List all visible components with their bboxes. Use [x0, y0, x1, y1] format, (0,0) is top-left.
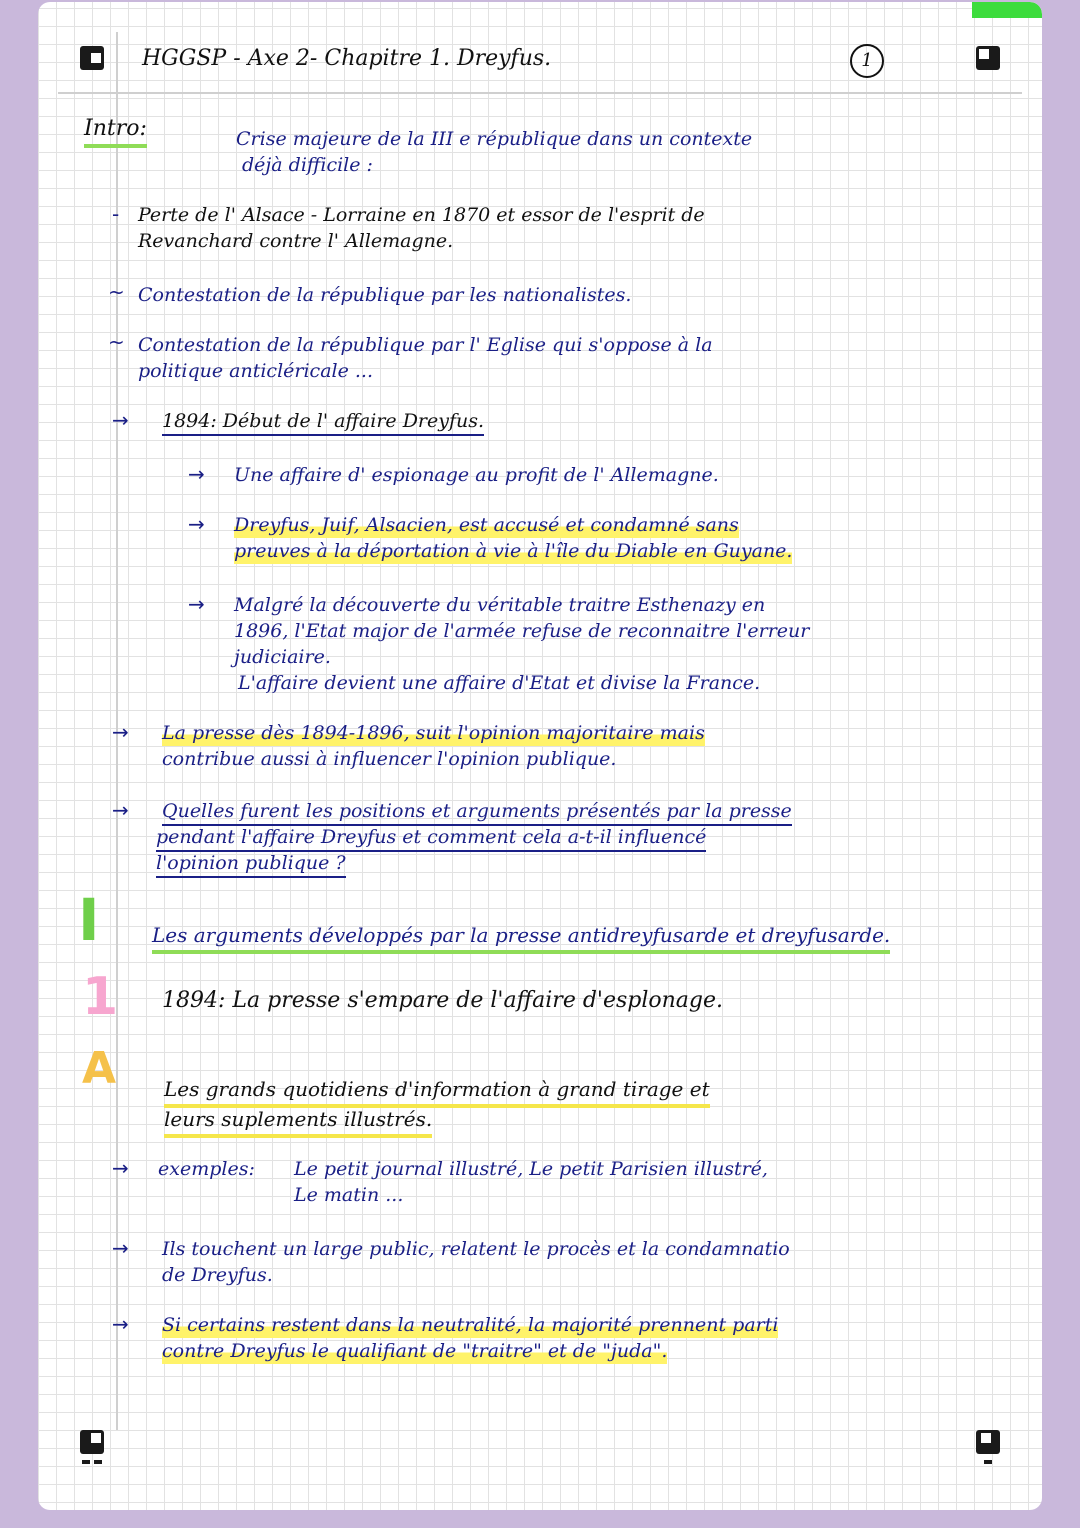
- part-a-title-line-2: leurs suplements illustrés.: [164, 1106, 432, 1138]
- corner-marker-top-right: [976, 46, 1000, 70]
- neutral-line-1: Si certains restent dans la neutralité, la majorité prennent parti: [162, 1314, 779, 1336]
- sub-3-line-1: Malgré la découverte du véritable traitre Esthenazy en: [234, 594, 766, 616]
- intro-bullet-1-line-2: Revanchard contre l' Allemagne.: [138, 230, 454, 252]
- arrow-icon: →: [188, 462, 205, 486]
- tilde-icon: ~: [108, 280, 125, 304]
- question-line-3: l'opinion publique ?: [156, 850, 346, 878]
- corner-bar: [82, 1460, 90, 1464]
- corner-marker-top-left: [80, 46, 104, 70]
- arrow-icon: →: [188, 512, 205, 536]
- event-title: 1894: Début de l' affaire Dreyfus.: [162, 408, 484, 436]
- tab-strip: [972, 2, 1042, 18]
- examples-line-2: Le matin ...: [294, 1184, 404, 1206]
- arrow-icon: →: [112, 798, 129, 822]
- intro-bullet-2-line-1: Contestation de la république par les nationalistes.: [138, 284, 632, 306]
- arrow-icon: →: [112, 1312, 129, 1336]
- margin-line-horizontal: [58, 92, 1022, 94]
- page-number: 1: [850, 44, 884, 78]
- part-a-title-line-1: Les grands quotidiens d'information à grand tirage et: [164, 1076, 710, 1108]
- intro-bullet-1-line-1: Perte de l' Alsace - Lorraine en 1870 et essor de l'esprit de: [138, 204, 705, 226]
- tilde-icon: ~: [108, 330, 125, 354]
- intro-bullet-3-line-1: Contestation de la république par l' Eglise qui s'oppose à la: [138, 334, 713, 356]
- examples-label: exemples:: [158, 1158, 255, 1180]
- examples-line-1: Le petit journal illustré, Le petit Parisien illustré,: [294, 1158, 768, 1180]
- corner-marker-bottom-left: [80, 1430, 104, 1454]
- neutral-line-2: contre Dreyfus le qualifiant de "traitre" et de "juda".: [162, 1340, 668, 1362]
- part-marker-roman: I: [78, 886, 100, 954]
- public-line-1: Ils touchent un large public, relatent le procès et la condamnatio: [162, 1238, 790, 1260]
- public-line-2: de Dreyfus.: [162, 1264, 273, 1286]
- part-1-title: Les arguments développés par la presse antidreyfusarde et dreyfusarde.: [152, 922, 890, 954]
- dash-icon: -: [112, 202, 120, 226]
- arrow-icon: →: [188, 592, 205, 616]
- arrow-icon: →: [112, 720, 129, 744]
- corner-bar: [94, 1460, 102, 1464]
- sub-2-line-2: preuves à la déportation à vie à l'île du Diable en Guyane.: [234, 540, 793, 562]
- presse-line-2: contribue aussi à influencer l'opinion publique.: [162, 748, 617, 770]
- sub-1-line-1: Une affaire d' espionage au profit de l' Allemagne.: [234, 464, 719, 486]
- question-line-2: pendant l'affaire Dreyfus et comment cela a-t-il influencé: [156, 824, 706, 852]
- corner-bar: [984, 1460, 992, 1464]
- part-1-1-title: 1894: La presse s'empare de l'affaire d'esplonage.: [162, 988, 724, 1013]
- page-title: HGGSP - Axe 2- Chapitre 1. Dreyfus.: [142, 46, 552, 71]
- intro-bullet-3-line-2: politique anticléricale ...: [138, 360, 373, 382]
- sub-2-line-1: Dreyfus, Juif, Alsacien, est accusé et condamné sans: [234, 514, 739, 536]
- corner-marker-bottom-right: [976, 1430, 1000, 1454]
- intro-line-1: Crise majeure de la III e république dans un contexte: [236, 128, 753, 150]
- presse-line-1: La presse dès 1894-1896, suit l'opinion majoritaire mais: [162, 722, 705, 744]
- notebook-page: [38, 2, 1042, 1510]
- sub-3-line-2: 1896, l'Etat major de l'armée refuse de reconnaitre l'erreur: [234, 620, 810, 642]
- part-marker-letter: A: [82, 1043, 117, 1094]
- sub-3-line-3: judiciaire.: [234, 646, 331, 668]
- question-line-1: Quelles furent les positions et arguments présentés par la presse: [162, 798, 792, 826]
- arrow-icon: →: [112, 1236, 129, 1260]
- header: [134, 40, 794, 82]
- intro-line-2: déjà difficile :: [242, 154, 373, 176]
- arrow-icon: →: [112, 1156, 129, 1180]
- intro-label: Intro:: [84, 116, 147, 148]
- part-marker-number: 1: [82, 967, 119, 1027]
- affaire-etat: L'affaire devient une affaire d'Etat et divise la France.: [238, 672, 761, 694]
- arrow-icon: →: [112, 408, 129, 432]
